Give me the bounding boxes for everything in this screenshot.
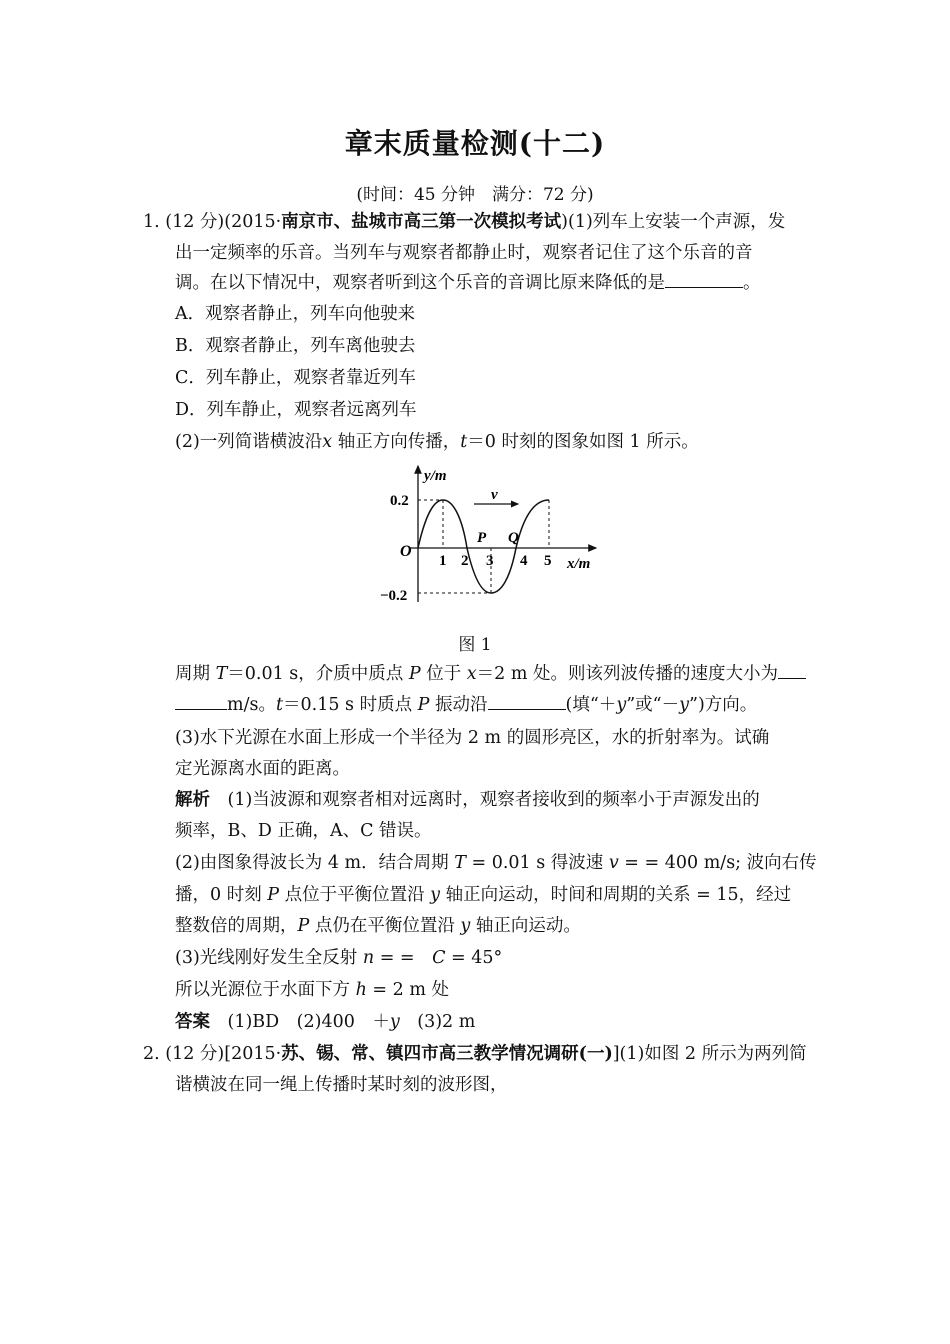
- y-tick-pos: 0.2: [390, 493, 409, 509]
- q1-part-2: (2)一列简谐横波沿x 轴正方向传播，t＝0 时刻的图象如图 1 所示。: [175, 432, 699, 452]
- answer-blank-1[interactable]: [665, 271, 743, 288]
- answer-line: 答案 (1)BD (2)400 ＋y (3)2 m: [175, 1012, 476, 1032]
- x-tick-4: 4: [520, 553, 528, 569]
- answer-blank-3[interactable]: [488, 693, 566, 710]
- answer-blank-2b[interactable]: [175, 693, 227, 710]
- q1-option-c: C．列车静止，观察者靠近列车: [175, 368, 416, 388]
- solution-line-6: (3)光线刚好发生全反射 n = = C = 45°: [175, 948, 503, 968]
- q1-line-3: 调。在以下情况中，观察者听到这个乐音的音调比原来降低的是 。: [175, 273, 761, 293]
- origin-label: O: [400, 543, 412, 560]
- answer-blank-2a[interactable]: [778, 662, 806, 679]
- q1-option-d: D．列车静止，观察者远离列车: [175, 400, 417, 420]
- q1-option-b: B．观察者静止，列车离他驶去: [175, 336, 416, 356]
- page-title: 章末质量检测(十二): [344, 127, 606, 160]
- solution-line-3: (2)由图象得波长为 4 m．结合周期 T = 0.01 s 得波速 v = = 400 m/s; 波向右传: [175, 853, 817, 873]
- x-tick-2: 2: [461, 553, 469, 569]
- q2-line-2: 谐横波在同一绳上传播时某时刻的波形图，: [175, 1075, 508, 1095]
- solution-line-1: 解析 (1)当波源和观察者相对远离时，观察者接收到的频率小于声源发出的: [175, 790, 760, 810]
- y-tick-neg: −0.2: [380, 588, 408, 604]
- point-q-label: Q: [508, 530, 519, 546]
- solution-line-5: 整数倍的周期，P 点仍在平衡位置沿 y 轴正向运动。: [175, 916, 581, 936]
- solution-line-2: 频率，B、D 正确，A、C 错误。: [175, 821, 432, 841]
- wave-curve: [418, 500, 549, 593]
- q1-line-2: 出一定频率的乐音。当列车与观察者都静止时，观察者记住了这个乐音的音: [175, 243, 753, 263]
- q1-line-1: 1. (12 分)(2015·南京市、盐城市高三第一次模拟考试)(1)列车上安装一个声源，发: [143, 212, 786, 232]
- page-subtitle: (时间：45 分钟 满分：72 分): [356, 185, 594, 205]
- q1-part-3-line-1: (3)水下光源在水面上形成一个半径为 2 m 的圆形亮区，水的折射率为。试确: [175, 728, 770, 748]
- y-axis-label: y/m: [424, 468, 447, 484]
- x-tick-3: 3: [486, 553, 494, 569]
- q1-option-a: A．观察者静止，列车向他驶来: [175, 304, 416, 324]
- x-tick-1: 1: [439, 553, 447, 569]
- solution-line-4: 播，0 时刻 P 点位于平衡位置沿 y 轴正向运动，时间和周期的关系 = 15，经过: [175, 885, 792, 905]
- solution-line-7: 所以光源位于水面下方 h = 2 m 处: [175, 980, 449, 1000]
- x-axis-label: x/m: [567, 556, 591, 572]
- velocity-label: v: [491, 487, 498, 503]
- figure-caption: 图 1: [458, 635, 492, 655]
- point-p-label: P: [477, 530, 487, 546]
- wave-figure: [370, 462, 610, 614]
- q1-part-2-text-2: m/s。t＝0.15 s 时质点 P 振动沿 (填“＋y”或“－y”)方向。: [175, 693, 757, 717]
- q2-line-1: 2. (12 分)[2015·苏、锡、常、镇四市高三教学情况调研(一)](1)如图 2 所示为两列简: [143, 1044, 807, 1064]
- x-tick-5: 5: [544, 553, 552, 569]
- q1-part-3-line-2: 定光源离水面的距离。: [175, 759, 350, 779]
- q1-part-2-text-1: 周期 T＝0.01 s，介质中质点 P 位于 x＝2 m 处。则该列波传播的速度大小为: [175, 662, 806, 686]
